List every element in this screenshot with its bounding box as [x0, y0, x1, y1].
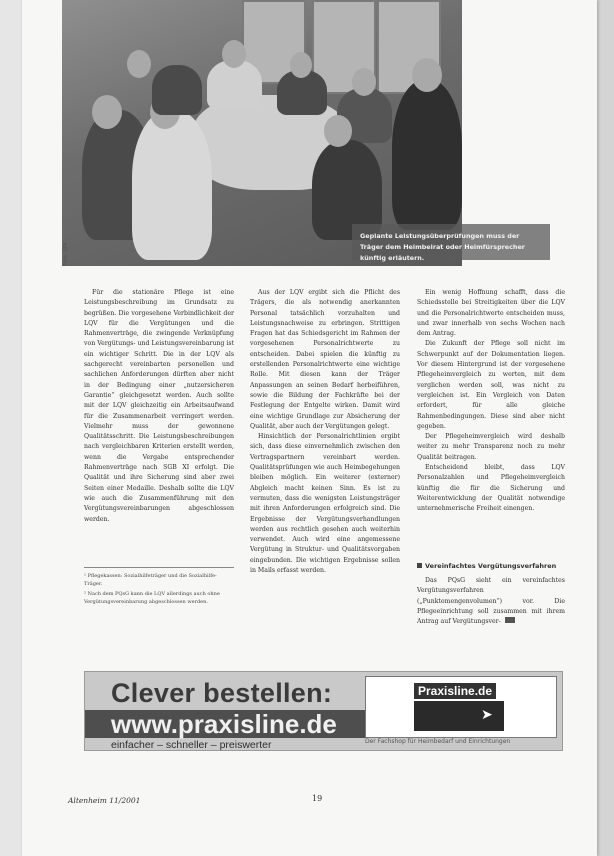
photo-caption: Geplante Leistungsüberprüfungen muss der Träger dem Heimbeirat oder Heimfürsprecher künftig erläutern. [352, 224, 550, 260]
paragraph: Für die stationäre Pflege ist eine Leistungsbeschreibung im Grundsatz zu begrüßen. Die vorgesehene Verbindlichkeit der LQV für die Vergütungen und die Rahmenverträge, die zwingende Verknüpfung von Vergütungs- und Leistungsvereinbarung ist ein wichtiger Schritt. Die in der LQV als sachgerecht vereinbarten personellen und sachlichen Anforderungen dürften aber nicht in der Bedingung einer „nutzersicheren Garantie“ gleichgesetzt werden. Auch sollte mit der LQV gleichzeitig ein Arbeitsaufwand für die Zusammenarbeit verringert werden. Vielmehr muss der gewonnene Qualitätsschritt. Die Leistungsbeschreibungen nach vergleichbaren Kriterien erstellt werden, wenn die Vergabe entsprechender Rahmenverträge nach SGB XI erfolgt. Die Qualität und ihre Sicherung sind aber zwei Seiten einer Medaille. Deshalb sollte die LQV wie auch die Zusammenführung mit den Vergütungsvereinbarungen abgeschlossen werden. [84, 289, 234, 523]
photo-person [392, 80, 462, 230]
text-column-3-continued [417, 576, 565, 627]
photo-head [412, 58, 442, 92]
publication-footer: Altenheim 11/2001 [68, 796, 141, 805]
text-column-1 [84, 288, 234, 525]
ad-url-link[interactable]: www.praxisline.de [111, 709, 337, 739]
advertisement-banner[interactable] [84, 671, 563, 751]
section-heading [417, 562, 565, 570]
footnotes [84, 567, 234, 608]
ad-headline: Clever bestellen: [111, 678, 333, 708]
section-heading-text: Vereinfachtes Vergütungsverfahren [425, 562, 557, 570]
text-column-3 [417, 288, 565, 515]
photo-head [222, 40, 246, 68]
ad-tagline: einfacher – schneller – preiswerter [111, 739, 272, 751]
continue-arrow-icon [505, 617, 515, 623]
paragraph: Der Pflegeheimvergleich wird deshalb weiter zu mehr Transparenz noch zu mehr Qualität beitragen. [417, 433, 565, 461]
photo-head [324, 115, 352, 147]
square-bullet-icon [417, 563, 422, 568]
footnote: ¹ Pflegekassen: Sozialhilfeträger und die Sozialhilfe-Träger. [84, 573, 217, 587]
paragraph: Die Zukunft der Pflege soll nicht im Schwerpunkt auf der Dokumentation liegen. Vor diesem Hintergrund ist der vorgesehene Pflegeheimvergleich zu werten, mit dem verglichen werden soll, was nicht zu vergleichen ist. Ein Vergleich von Daten erfordert, für alle gleiche Rahmenbedingungen. Diese sind aber nicht gegeben. [417, 340, 565, 430]
photo-person [132, 110, 212, 260]
photo-person [152, 65, 202, 115]
magazine-page [22, 0, 597, 856]
cursor-icon: ➤ [481, 707, 493, 723]
paragraph: Ein wenig Hoffnung schafft, dass die Schiedsstelle bei Streitigkeiten über die LQV und die Personalrichtwerte entscheiden muss, und zwar innerhalb von sechs Wochen nach dem Antrag. [417, 289, 565, 338]
photo-credit: Foto: SBK [63, 242, 69, 266]
page-number: 19 [312, 794, 323, 803]
photo-head [92, 95, 122, 129]
paragraph: Hinsichtlich der Personalrichtlinien ergibt sich, dass diese einvernehmlich zwischen den Vertragspartnern vereinbart werden. Qualitätsprüfungen wie auch Heimbegehungen bleiben möglich. Ein weiterer (externer) Abgleich macht keinen Sinn. Es ist zu vermuten, dass die wenigsten Leistungsträger mit ihren Anforderungen erfolgreich sind. Die Ergebnisse der Vergütungsverhandlungen werden aus rechtlich gesehen auch weiterhin verwendet. Auch wird eine angemessene Vergütung in Struktur- und Qualitätsvorgaben eingebunden. Die wichtigen Ergebnisse sollen in Mails erfasst werden. [250, 433, 400, 575]
photo-head [290, 52, 312, 78]
ad-logo [365, 676, 557, 738]
footnote: ² Nach dem PQsG kann die LQV allerdings auch ohne Vergütungsvereinbarung abgeschlossen werden. [84, 591, 220, 605]
ad-logo-tagline: Der Fachshop für Heimbedarf und Einrichtungen [365, 738, 511, 745]
photo-head [127, 50, 151, 78]
page-edge-shadow [597, 0, 614, 856]
ad-logo-text: Praxisline.de [414, 683, 496, 699]
paragraph-text: Das PQsG sieht ein vereinfachtes Vergütungsverfahren („Punktemengenvolumen“) vor. Die Pflegeeinrichtung soll zusammen mit ihrem Antrag auf Vergütungsver- [417, 577, 565, 626]
photo-head [352, 68, 376, 96]
paragraph: Aus der LQV ergibt sich die Pflicht des Trägers, die als notwendig anerkannten Personal tatsächlich vorzuhalten und Leistungsnachweise zu erbringen. Strittigen Fragen hat das Schiedsgericht im Rahmen der vorgesehenen Personalrichtwerte zu entscheiden. Dabei spielen die künftig zu erstellenden Personalrichtwerte eine wichtige Rolle. Mit diesen kann der Träger Anpassungen an seinen Bedarf herbeiführen, sowie die Bildung der Fachkräfte bei der Festlegung der Entgelte wirken. Damit wird eine wichtige Grundlage zur Absicherung der Qualität, aber auch der Vergütungen gelegt. [250, 289, 400, 430]
text-column-2 [250, 288, 400, 576]
paragraph [417, 576, 565, 627]
paragraph: Entscheidend bleibt, dass LQV Personalzahlen und Pflegeheimvergleich künftig die für die Sicherung und Weiterentwicklung der Qualität notwendige unternehmerische Freiheit einengen. [417, 464, 565, 513]
